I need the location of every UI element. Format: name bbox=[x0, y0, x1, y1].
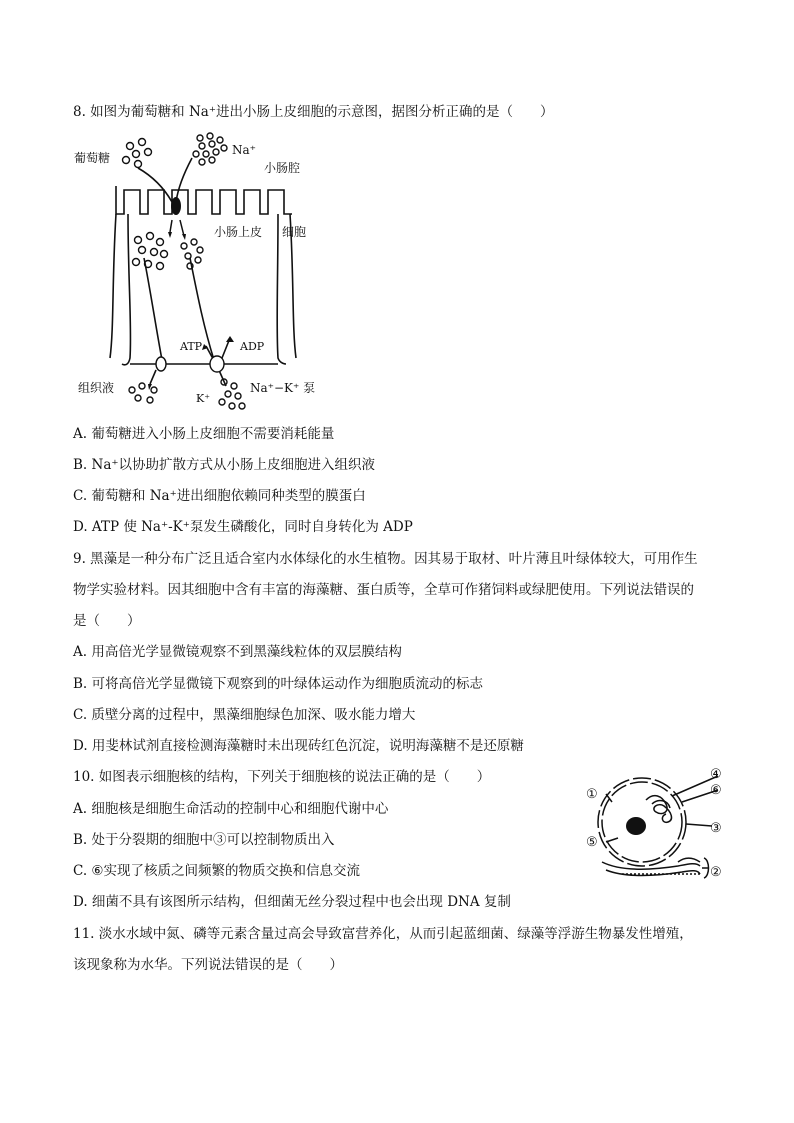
q9-option-b: B. 可将高倍光学显微镜下观察到的叶绿体运动作为细胞质流动的标志 bbox=[73, 676, 484, 692]
q9-stem-line3: 是（ ） bbox=[73, 613, 141, 629]
q11-stem-line1: 11. 淡水水域中氮、磷等元素含量过高会导致富营养化，从而引起蓝细菌、绿藻等浮游生物暴发性增殖， bbox=[73, 926, 693, 942]
q10-figure bbox=[582, 762, 732, 888]
q9-stem-line2: 物学实验材料。因其细胞中含有丰富的海藻糖、蛋白质等，全草可作猪饲料或绿肥使用。下列说法错误的 bbox=[73, 582, 694, 598]
q10-option-c: C. ⑥实现了核质之间频繁的物质交换和信息交流 bbox=[73, 863, 361, 879]
nucleus-diagram bbox=[582, 762, 732, 888]
label-atp: ATP bbox=[180, 340, 203, 353]
label-k: K⁺ bbox=[196, 392, 211, 405]
q8-option-c: C. 葡萄糖和 Na⁺进出细胞依赖同种类型的膜蛋白 bbox=[73, 488, 366, 504]
label-lumen: 小肠腔 bbox=[264, 161, 301, 175]
q8-stem: 8. 如图为葡萄糖和 Na⁺进出小肠上皮细胞的示意图，据图分析正确的是（ ） bbox=[73, 104, 554, 120]
q9-option-a: A. 用高倍光学显微镜观察不到黑藻线粒体的双层膜结构 bbox=[73, 644, 402, 660]
label-epithelium: 小肠上皮 bbox=[214, 225, 263, 239]
label-adp: ADP bbox=[240, 340, 265, 353]
label-5: ⑤ bbox=[586, 835, 598, 850]
label-pump: Na⁺−K⁺ 泵 bbox=[250, 381, 316, 395]
label-2: ② bbox=[710, 865, 722, 880]
q8-option-a: A. 葡萄糖进入小肠上皮细胞不需要消耗能量 bbox=[73, 426, 335, 442]
q10-option-d: D. 细菌不具有该图所示结构，但细菌无丝分裂过程中也会出现 DNA 复制 bbox=[73, 894, 511, 910]
label-3: ③ bbox=[710, 821, 722, 836]
label-1: ① bbox=[586, 787, 598, 802]
label-6: ⑥ bbox=[710, 783, 722, 798]
q10-option-b: B. 处于分裂期的细胞中③可以控制物质出入 bbox=[73, 832, 335, 848]
q9-stem-line1: 9. 黑藻是一种分布广泛且适合室内水体绿化的水生植物。因其易于取材、叶片薄且叶绿体较大，可用作生 bbox=[73, 551, 698, 567]
label-glucose: 葡萄糖 bbox=[74, 151, 111, 165]
q8-figure bbox=[72, 128, 332, 418]
label-na: Na⁺ bbox=[232, 143, 256, 157]
q9-option-d: D. 用斐林试剂直接检测海藻糖时未出现砖红色沉淀，说明海藻糖不是还原糖 bbox=[73, 738, 524, 754]
q10-stem: 10. 如图表示细胞核的结构，下列关于细胞核的说法正确的是（ ） bbox=[73, 769, 491, 785]
q9-option-c: C. 质壁分离的过程中，黑藻细胞绿色加深、吸水能力增大 bbox=[73, 707, 416, 723]
label-4: ④ bbox=[710, 767, 722, 782]
q8-option-d: D. ATP 使 Na⁺-K⁺泵发生磷酸化，同时自身转化为 ADP bbox=[73, 519, 413, 535]
intestinal-cell-diagram bbox=[72, 128, 332, 418]
q10-option-a: A. 细胞核是细胞生命活动的控制中心和细胞代谢中心 bbox=[73, 801, 389, 817]
q8-option-b: B. Na⁺以协助扩散方式从小肠上皮细胞进入组织液 bbox=[73, 457, 375, 473]
q11-stem-line2: 该现象称为水华。下列说法错误的是（ ） bbox=[73, 957, 343, 973]
label-cell: 细胞 bbox=[282, 225, 307, 239]
label-tissue-fluid: 组织液 bbox=[78, 381, 115, 395]
